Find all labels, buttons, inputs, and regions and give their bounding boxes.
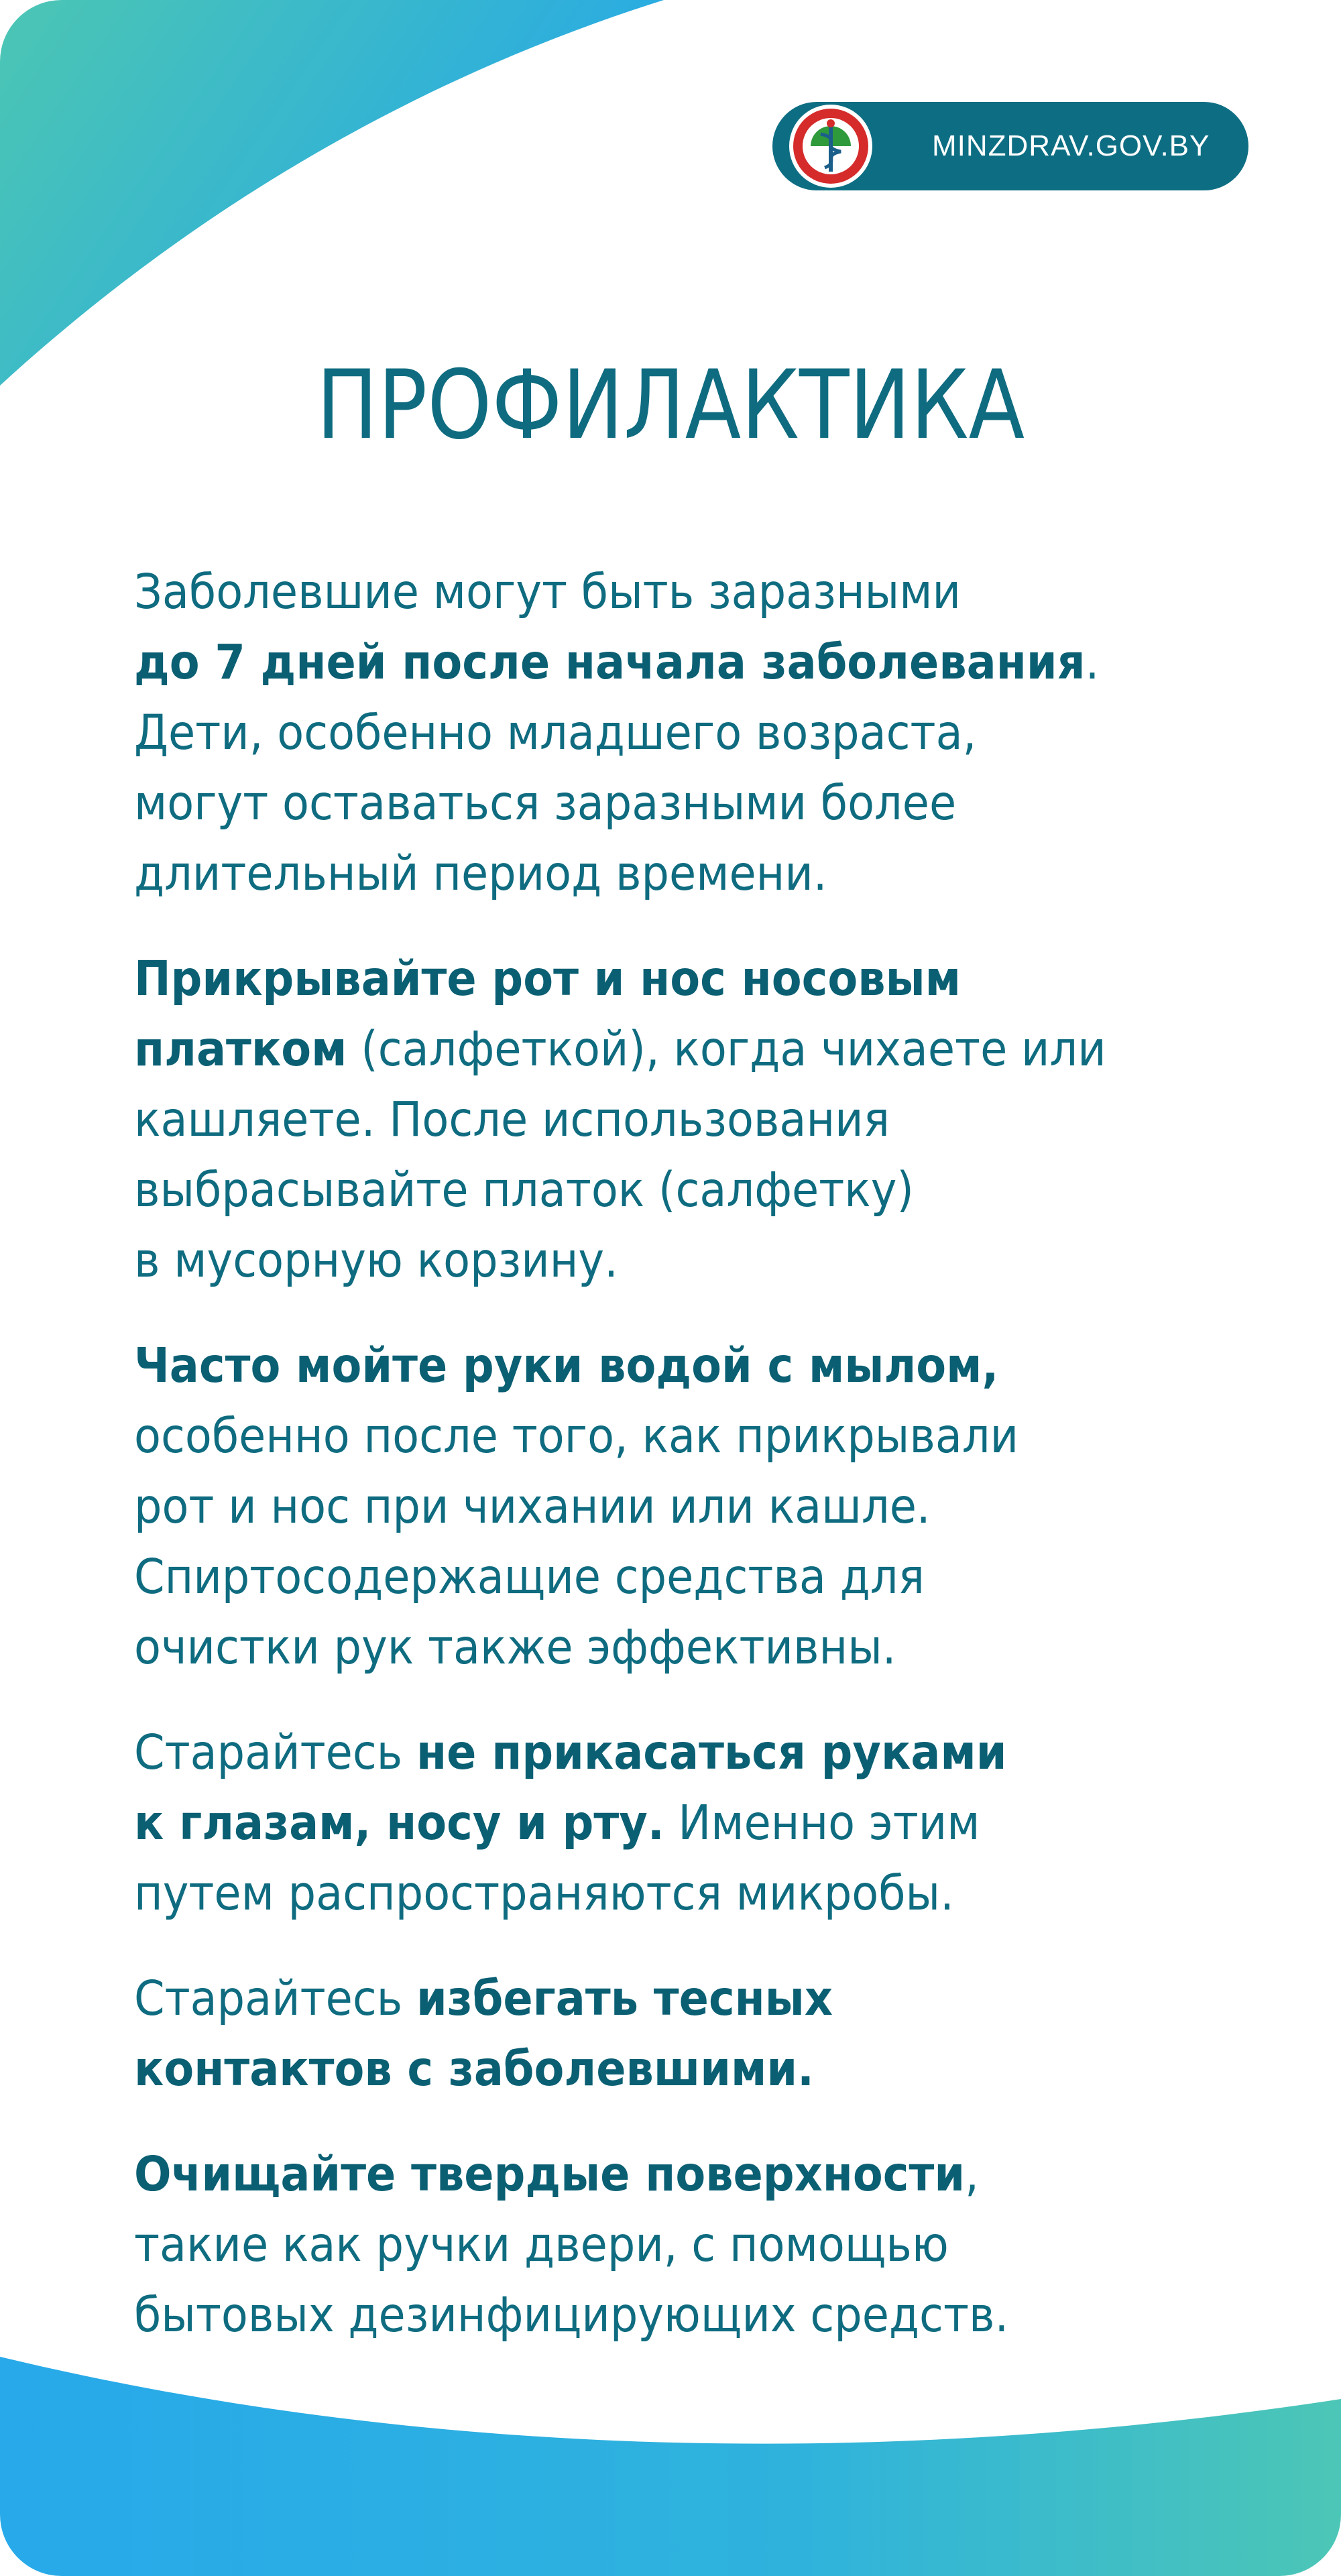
paragraph bbox=[134, 1330, 1247, 1682]
text-segment: путем распространяются микробы. bbox=[134, 1865, 954, 1921]
text-line bbox=[134, 1471, 1158, 1541]
text-segment: Заболевшие могут быть заразными bbox=[134, 564, 961, 620]
bold-text: до 7 дней после начала заболевания bbox=[134, 634, 1086, 690]
text-segment: Именно этим bbox=[664, 1795, 980, 1851]
paragraph bbox=[134, 2139, 1247, 2350]
text-line bbox=[134, 1330, 1158, 1401]
bold-text: к глазам, носу и рту. bbox=[134, 1795, 664, 1851]
site-url-text[interactable]: MINZDRAV.GOV.BY bbox=[932, 129, 1210, 162]
text-line bbox=[134, 1963, 1158, 2034]
text-line bbox=[134, 2209, 1158, 2280]
bold-text: контактов с заболевшими. bbox=[134, 2041, 814, 2097]
minzdrav-emblem-icon bbox=[780, 103, 881, 189]
text-segment: Старайтесь bbox=[134, 1724, 417, 1780]
text-segment: в мусорную корзину. bbox=[134, 1232, 618, 1288]
text-line bbox=[134, 1155, 1158, 1225]
text-line bbox=[134, 1858, 1158, 1928]
text-segment: длительный период времени. bbox=[134, 845, 827, 901]
text-line bbox=[134, 2280, 1158, 2350]
bold-text: Часто мойте руки водой с мылом, bbox=[134, 1338, 999, 1393]
text-segment: такие как ручки двери, с помощью bbox=[134, 2217, 949, 2272]
text-line bbox=[134, 1401, 1158, 1471]
text-line bbox=[134, 768, 1158, 838]
text-line bbox=[134, 2034, 1158, 2104]
bold-text: Очищайте твердые поверхности bbox=[134, 2146, 966, 2202]
text-segment: рот и нос при чихании или кашле. bbox=[134, 1478, 931, 1534]
text-line bbox=[134, 697, 1158, 768]
bottom-wave bbox=[0, 2357, 1341, 2576]
bold-text: Прикрывайте рот и нос носовым bbox=[134, 951, 961, 1006]
text-line bbox=[134, 1788, 1158, 1858]
site-badge[interactable] bbox=[772, 102, 1248, 190]
text-segment: особенно после того, как прикрывали bbox=[134, 1408, 1019, 1464]
page-title: ПРОФИЛАКТИКА bbox=[316, 350, 1025, 461]
bold-text: платком bbox=[134, 1021, 347, 1077]
prevention-text bbox=[134, 557, 1247, 2385]
paragraph bbox=[134, 943, 1247, 1295]
text-line bbox=[134, 1084, 1158, 1155]
text-line bbox=[134, 838, 1158, 909]
text-line bbox=[134, 1541, 1158, 1612]
text-segment: Старайтесь bbox=[134, 1971, 417, 2026]
text-segment: очистки рук также эффективны. bbox=[134, 1619, 896, 1675]
text-line bbox=[134, 2139, 1158, 2209]
text-line bbox=[134, 1717, 1158, 1788]
text-line bbox=[134, 943, 1158, 1014]
text-segment: бытовых дезинфицирующих средств. bbox=[134, 2287, 1009, 2343]
text-segment: кашляете. После использования bbox=[134, 1092, 890, 1147]
text-line bbox=[134, 627, 1158, 697]
paragraph bbox=[134, 557, 1247, 909]
text-segment: выбрасывайте платок (салфетку) bbox=[134, 1162, 914, 1218]
text-segment: (салфеткой), когда чихаете или bbox=[347, 1021, 1106, 1077]
text-line bbox=[134, 1014, 1158, 1084]
text-segment: , bbox=[965, 2146, 979, 2202]
text-segment: Дети, особенно младшего возраста, bbox=[134, 705, 977, 760]
text-line bbox=[134, 1225, 1158, 1295]
bold-text: не прикасаться руками bbox=[416, 1724, 1007, 1780]
text-line bbox=[134, 1612, 1158, 1682]
top-wave bbox=[0, 0, 664, 386]
text-line bbox=[134, 557, 1158, 627]
text-segment: могут оставаться заразными более bbox=[134, 775, 957, 831]
bold-text: избегать тесных bbox=[416, 1971, 833, 2026]
paragraph bbox=[134, 1963, 1247, 2104]
paragraph bbox=[134, 1717, 1247, 1928]
text-segment: . bbox=[1085, 634, 1100, 690]
text-segment: Спиртосодержащие средства для bbox=[134, 1549, 925, 1604]
